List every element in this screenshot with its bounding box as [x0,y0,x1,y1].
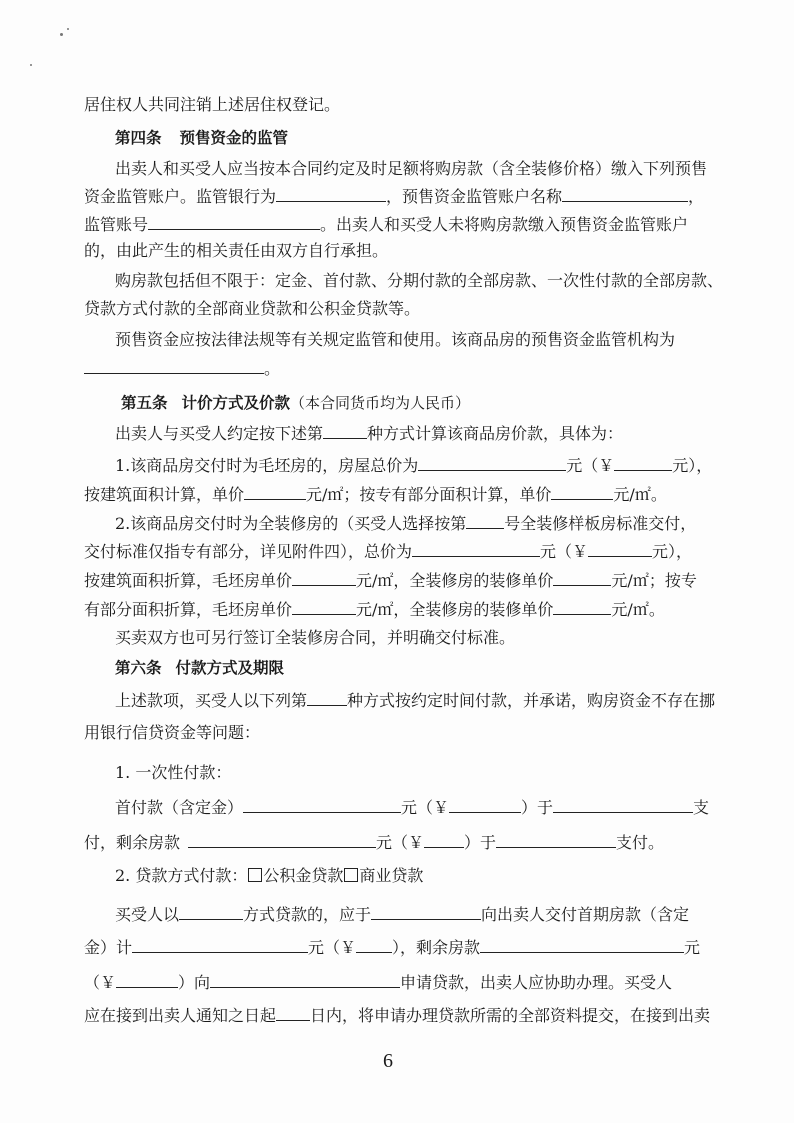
text-line [84,570,697,591]
text: 买卖双方也可另行签订全装修房合同，并明确交付标准。 [115,628,516,647]
first-payment-date-blank[interactable] [371,904,481,920]
text: 元/㎡。 [613,485,667,504]
scan-speck [30,64,32,66]
text: 贷款方式付款的全部商业贷款和公积金贷款等。 [84,299,421,318]
text: 2. 贷款方式付款： [115,866,248,885]
text-line [115,904,689,925]
text-line [84,95,340,115]
text: 出卖人和买受人应当按本合同约定及时足额将购房款（含全装修价格）缴入下列预售 [115,159,708,178]
provident-fund-loan-checkbox[interactable] [248,868,262,882]
article-title: 预售资金的监管 [179,129,289,147]
total-price-yuan-blank[interactable] [588,541,652,557]
text: 元）， [652,542,693,561]
account-number-blank[interactable] [148,214,320,230]
remaining-payment-blank[interactable] [188,832,376,848]
article-number: 第四条 [115,129,162,147]
text: 居住权人共同注销上述居住权登记。 [84,95,341,114]
text: 用银行信贷资金等问题： [84,723,261,742]
text-line [84,937,700,958]
text-line [115,423,623,444]
text-line [115,763,231,783]
down-payment-date-blank[interactable] [553,797,693,813]
blank-unit-price-blank[interactable] [292,570,356,586]
decoration-unit-price-blank[interactable] [553,599,611,615]
total-price-yuan-blank[interactable] [614,455,672,471]
text: 。 [264,359,281,378]
text-line [84,832,664,853]
first-payment-yuan-blank[interactable] [356,937,392,953]
text: 元/㎡；按专 [611,571,697,590]
text: 元/㎡，全装修房的装修单价 [356,571,554,590]
text: 号全装修样板房标准交付， [504,514,697,533]
text: ， [688,187,705,206]
text: 的，由此产生的相关责任由双方自行承担。 [84,241,389,260]
text: 金）计 [84,938,133,957]
text: 1.该商品房交付时为毛坯房的，房屋总价为 [115,456,419,475]
text-line [84,299,420,319]
text: 按建筑面积折算，毛坯房单价 [84,571,293,590]
article-4-heading [115,128,288,148]
text: 出卖人与买受人约定按下述第 [115,424,324,443]
text: 应在接到出卖人通知之日起 [84,1006,277,1025]
text: ）向 [178,973,211,992]
text: 监管账号 [84,215,149,234]
article-title: 计价方式及价款 [181,394,291,412]
text-line [84,214,688,235]
page-number: 6 [383,1050,393,1072]
article-6-heading [115,658,284,678]
text: 元（￥ [376,833,425,852]
text: 买受人以 [115,905,180,924]
unit-price-blank[interactable] [244,484,306,500]
scan-speck [67,28,69,30]
text-line [115,455,712,476]
blank-unit-price-blank[interactable] [292,599,356,615]
text-line [115,628,515,648]
supervising-agency-blank[interactable] [84,358,264,374]
remaining-amount-blank[interactable] [480,937,684,953]
text-line [84,541,692,562]
days-blank[interactable] [276,1005,310,1021]
text: 种方式计算该商品房价款，具体为： [367,424,624,443]
payment-method-blank[interactable] [307,690,347,706]
total-price-blank[interactable] [418,455,566,471]
text-line [115,271,723,291]
text-line [84,484,667,505]
text: 元/㎡。 [611,600,665,619]
text: 2.该商品房交付时为全装修房的（买受人选择按第 [115,514,467,533]
supervising-bank-blank[interactable] [276,186,386,202]
text-line [84,599,665,620]
scan-speck [60,33,63,36]
text: 公积金贷款 [263,866,344,885]
text: 元（￥ [540,542,589,561]
text-line [115,797,709,818]
remaining-yuan-blank[interactable] [116,972,178,988]
text: 支付。 [616,833,665,852]
text-line [115,330,675,350]
down-payment-yuan-blank[interactable] [449,797,521,813]
text: 资金监管账户。监管银行为 [84,187,277,206]
article-number: 第六条 [115,659,162,677]
text: 元（￥ [308,938,357,957]
text-line [84,1005,710,1026]
text-line [84,358,280,379]
loan-type-blank[interactable] [179,904,243,920]
text: 交付标准仅指专有部分，详见附件四），总价为 [84,542,413,561]
text: 元（￥ [401,798,450,817]
text: 付，剩余房款 [84,833,181,852]
text-line [84,186,704,207]
down-payment-blank[interactable] [243,797,401,813]
article-number: 第五条 [121,394,168,412]
text: 元）， [672,456,713,475]
decoration-unit-price-blank[interactable] [553,570,611,586]
text: 元（￥ [566,456,615,475]
commercial-loan-checkbox[interactable] [344,868,358,882]
text-line [115,159,707,179]
model-number-blank[interactable] [466,513,504,529]
text: ，预售资金监管账户名称 [386,187,563,206]
text-line [84,723,260,743]
text: 元 [684,938,701,957]
account-name-blank[interactable] [562,186,688,202]
lender-blank[interactable] [210,972,400,988]
text-line [84,241,388,261]
text: ）于 [464,833,497,852]
text: 商业贷款 [359,866,424,885]
unit-price-blank[interactable] [551,484,613,500]
first-payment-amount-blank[interactable] [132,937,308,953]
text: 申请贷款，出卖人应协助办理。买受人 [400,973,673,992]
text: ），剩余房款 [392,938,481,957]
text: 。出卖人和买受人未将购房款缴入预售资金监管账户 [320,215,689,234]
text: ）于 [521,798,554,817]
text: 方式贷款的，应于 [243,905,372,924]
text: 元/㎡，全装修房的装修单价 [356,600,554,619]
total-price-blank[interactable] [412,541,540,557]
text: （￥ [84,973,117,992]
text: 购房款包括但不限于：定金、首付款、分期付款的全部房款、一次性付款的全部房款、 [115,271,724,290]
text: 向出卖人交付首期房款（含定 [481,905,690,924]
article-note: （本合同货币均为人民币） [290,394,471,412]
text: 日内，将申请办理贷款所需的全部资料提交，在接到出卖 [310,1006,711,1025]
text: 支 [693,798,710,817]
text: 预售资金应按法律法规等有关规定监管和使用。该商品房的预售资金监管机构为 [115,330,676,349]
text-line [115,513,696,534]
remaining-payment-yuan-blank[interactable] [424,832,464,848]
article-title: 付款方式及期限 [175,659,285,677]
text: 首付款（含定金） [115,798,244,817]
text: 1. 一次性付款： [115,763,232,782]
remaining-payment-date-blank[interactable] [496,832,616,848]
article-5-heading [121,393,470,413]
text: 元/㎡；按专有部分面积计算，单价 [306,485,552,504]
text-line [84,972,672,993]
pricing-method-blank[interactable] [323,423,367,439]
text: 按建筑面积计算，单价 [84,485,245,504]
text: 上述款项，买受人以下列第 [115,691,308,710]
text: 有部分面积折算，毛坯房单价 [84,600,293,619]
text: 种方式按约定时间付款，并承诺，购房资金不存在挪 [347,691,716,710]
text-line [115,690,715,711]
text-line [115,866,423,886]
